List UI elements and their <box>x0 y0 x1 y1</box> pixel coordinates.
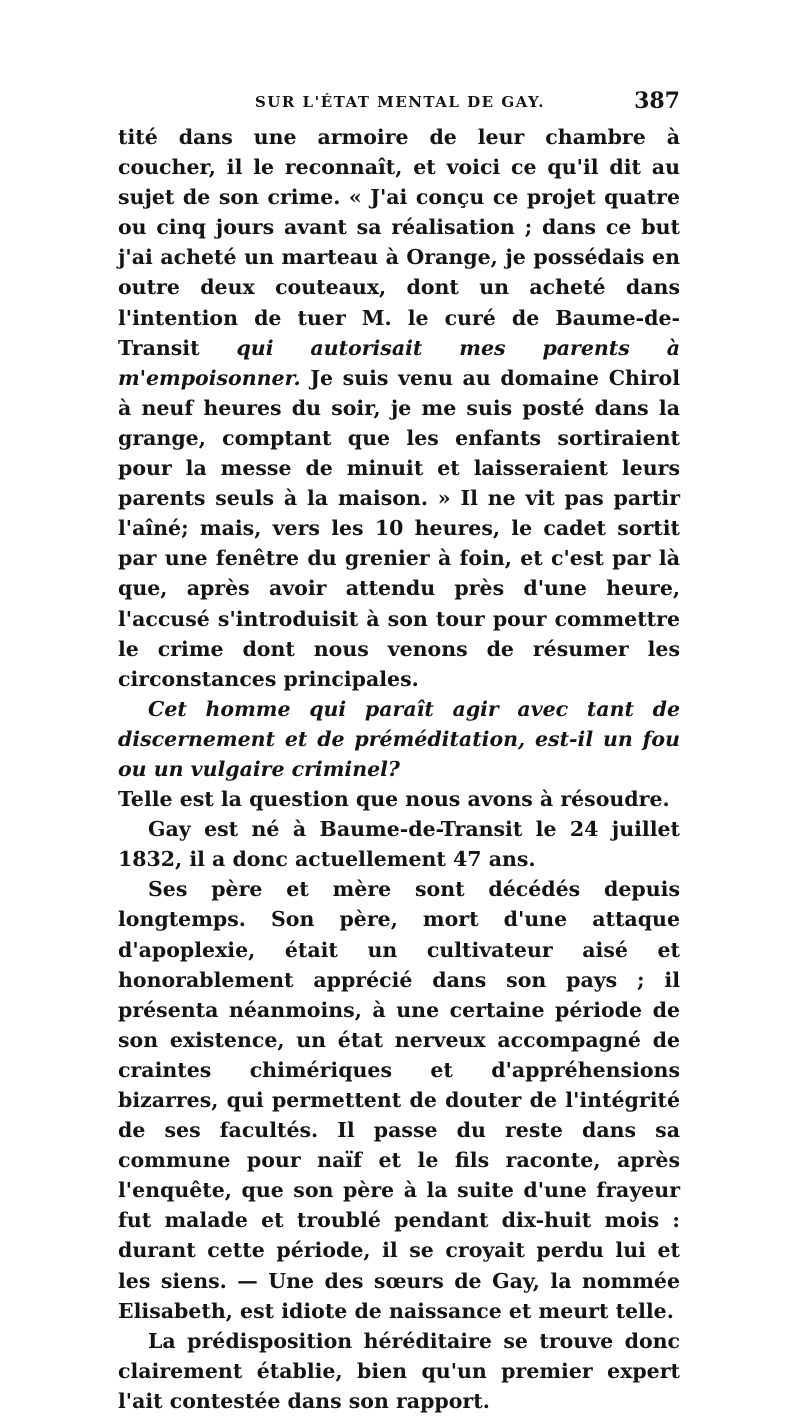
paragraph-text: tité dans une armoire de leur chambre à coucher, il le reconnaît, et voici ce qu'il dit au sujet de son crime. « J'ai conçu ce projet quatre ou cinq jours avant sa réalisation ; dans ce but j'ai acheté un marteau à Orange, je possédais en outre deux couteaux, dont un acheté dans l'intention de tuer M. le curé de Baume-de-Transit <box>118 125 680 360</box>
paragraph: La prédisposition héréditaire se trouve donc clairement établie, bien qu'un premier expert l'ait contestée dans son rapport. <box>118 1328 680 1413</box>
paragraph: Ses père et mère sont décédés depuis longtemps. Son père, mort d'une attaque d'apoplexie, était un cultivateur aisé et honorablement apprécié dans son pays ; il présenta néanmoins, à une certaine période de son existence, un état nerveux accompagné de craintes chimériques et d'appréhensions bizarres, qui permettent de douter de l'intégrité de ses facultés. Il passe du reste dans sa commune pour naïf et le fils raconte, après l'enquête, que son père à la suite d'une frayeur fut malade et troublé pendant dix-huit mois : durant cette période, il se croyait perdu lui et les siens. — Une des sœurs de Gay, la nommée Elisabeth, est idiote de naissance et meurt telle. <box>118 877 680 1323</box>
paragraph: Gay est né à Baume-de-Transit le 24 juillet 1832, il a donc actuellement 47 ans. <box>118 817 680 872</box>
italic-quote: qui autorisait mes parents à m'empoisonner. <box>118 335 680 390</box>
paragraph-text: Je suis venu au domaine Chirol à neuf heures du soir, je me suis posté dans la grange, comptant que les enfants sortiraient pour la messe de minuit et laisseraient leurs parents seuls à la maison. » Il ne vit pas partir l'aîné; mais, vers les 10 heures, le cadet sortit par une fenêtre du grenier à foin, et c'est par là que, après avoir attendu près d'une heure, l'accusé s'introduisit à son tour pour commettre le crime dont nous venons de résumer les circonstances principales. <box>118 365 680 691</box>
paragraph: Telle est la question que nous avons à résoudre. <box>118 787 670 812</box>
running-title: SUR L'ÉTAT MENTAL DE GAY. <box>254 93 546 111</box>
paragraph-continued <box>118 122 680 694</box>
page-number: 387 <box>634 88 680 114</box>
running-head <box>120 88 680 119</box>
body-text <box>118 122 680 1416</box>
italic-question-paragraph: Cet homme qui paraît agir avec tant de discernement et de préméditation, est-il un fou ou un vulgaire criminel? <box>118 696 680 781</box>
